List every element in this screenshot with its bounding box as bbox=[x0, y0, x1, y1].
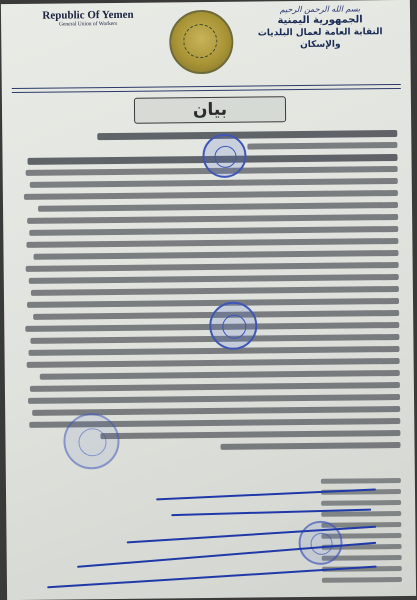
body-text-line bbox=[97, 130, 397, 140]
signatory-list-line bbox=[322, 577, 402, 583]
body-text-line bbox=[26, 262, 399, 272]
body-text-line bbox=[221, 442, 401, 450]
official-stamp-icon bbox=[202, 134, 246, 178]
body-text-line bbox=[27, 358, 400, 368]
letterhead-english-title: Republic Of Yemen bbox=[42, 8, 134, 22]
body-text-line bbox=[247, 142, 397, 150]
body-text-line bbox=[100, 430, 400, 439]
body-text-line bbox=[29, 274, 399, 284]
body-text-line bbox=[24, 190, 398, 200]
body-text-line bbox=[29, 346, 400, 356]
body-text-line bbox=[29, 226, 398, 236]
official-stamp-icon bbox=[63, 413, 120, 470]
body-text-line bbox=[27, 214, 398, 224]
body-text-line bbox=[26, 238, 398, 248]
union-emblem-inner bbox=[183, 24, 217, 58]
signatory-list-line bbox=[321, 500, 401, 506]
signatory-list-line bbox=[321, 511, 401, 517]
letterhead-arabic-union: النقابة العامة لعمال البلديات والإسكان bbox=[257, 27, 383, 51]
body-text-line bbox=[30, 178, 398, 188]
body-text-line bbox=[31, 286, 399, 296]
body-text-line bbox=[34, 250, 399, 260]
basmala: بسم الله الرحمن الرحيم bbox=[279, 4, 361, 15]
union-emblem-icon bbox=[169, 10, 234, 75]
body-text-line bbox=[30, 382, 400, 392]
body-text-line bbox=[38, 202, 398, 212]
body-text-line bbox=[40, 370, 400, 380]
signatory-list-line bbox=[321, 478, 401, 484]
body-text-line bbox=[28, 394, 400, 404]
document-title: بيان bbox=[134, 96, 286, 124]
letterhead-english-subtitle: General Union of Workers bbox=[58, 20, 118, 28]
official-stamp-icon bbox=[209, 301, 258, 350]
letterhead-arabic-country: الجمهورية اليمنية bbox=[277, 14, 363, 27]
letterhead-arabic bbox=[240, 4, 400, 52]
header-rule-thin bbox=[12, 88, 401, 93]
letterhead-english bbox=[13, 8, 163, 29]
document-page bbox=[1, 0, 416, 600]
body-text-line bbox=[27, 298, 399, 308]
